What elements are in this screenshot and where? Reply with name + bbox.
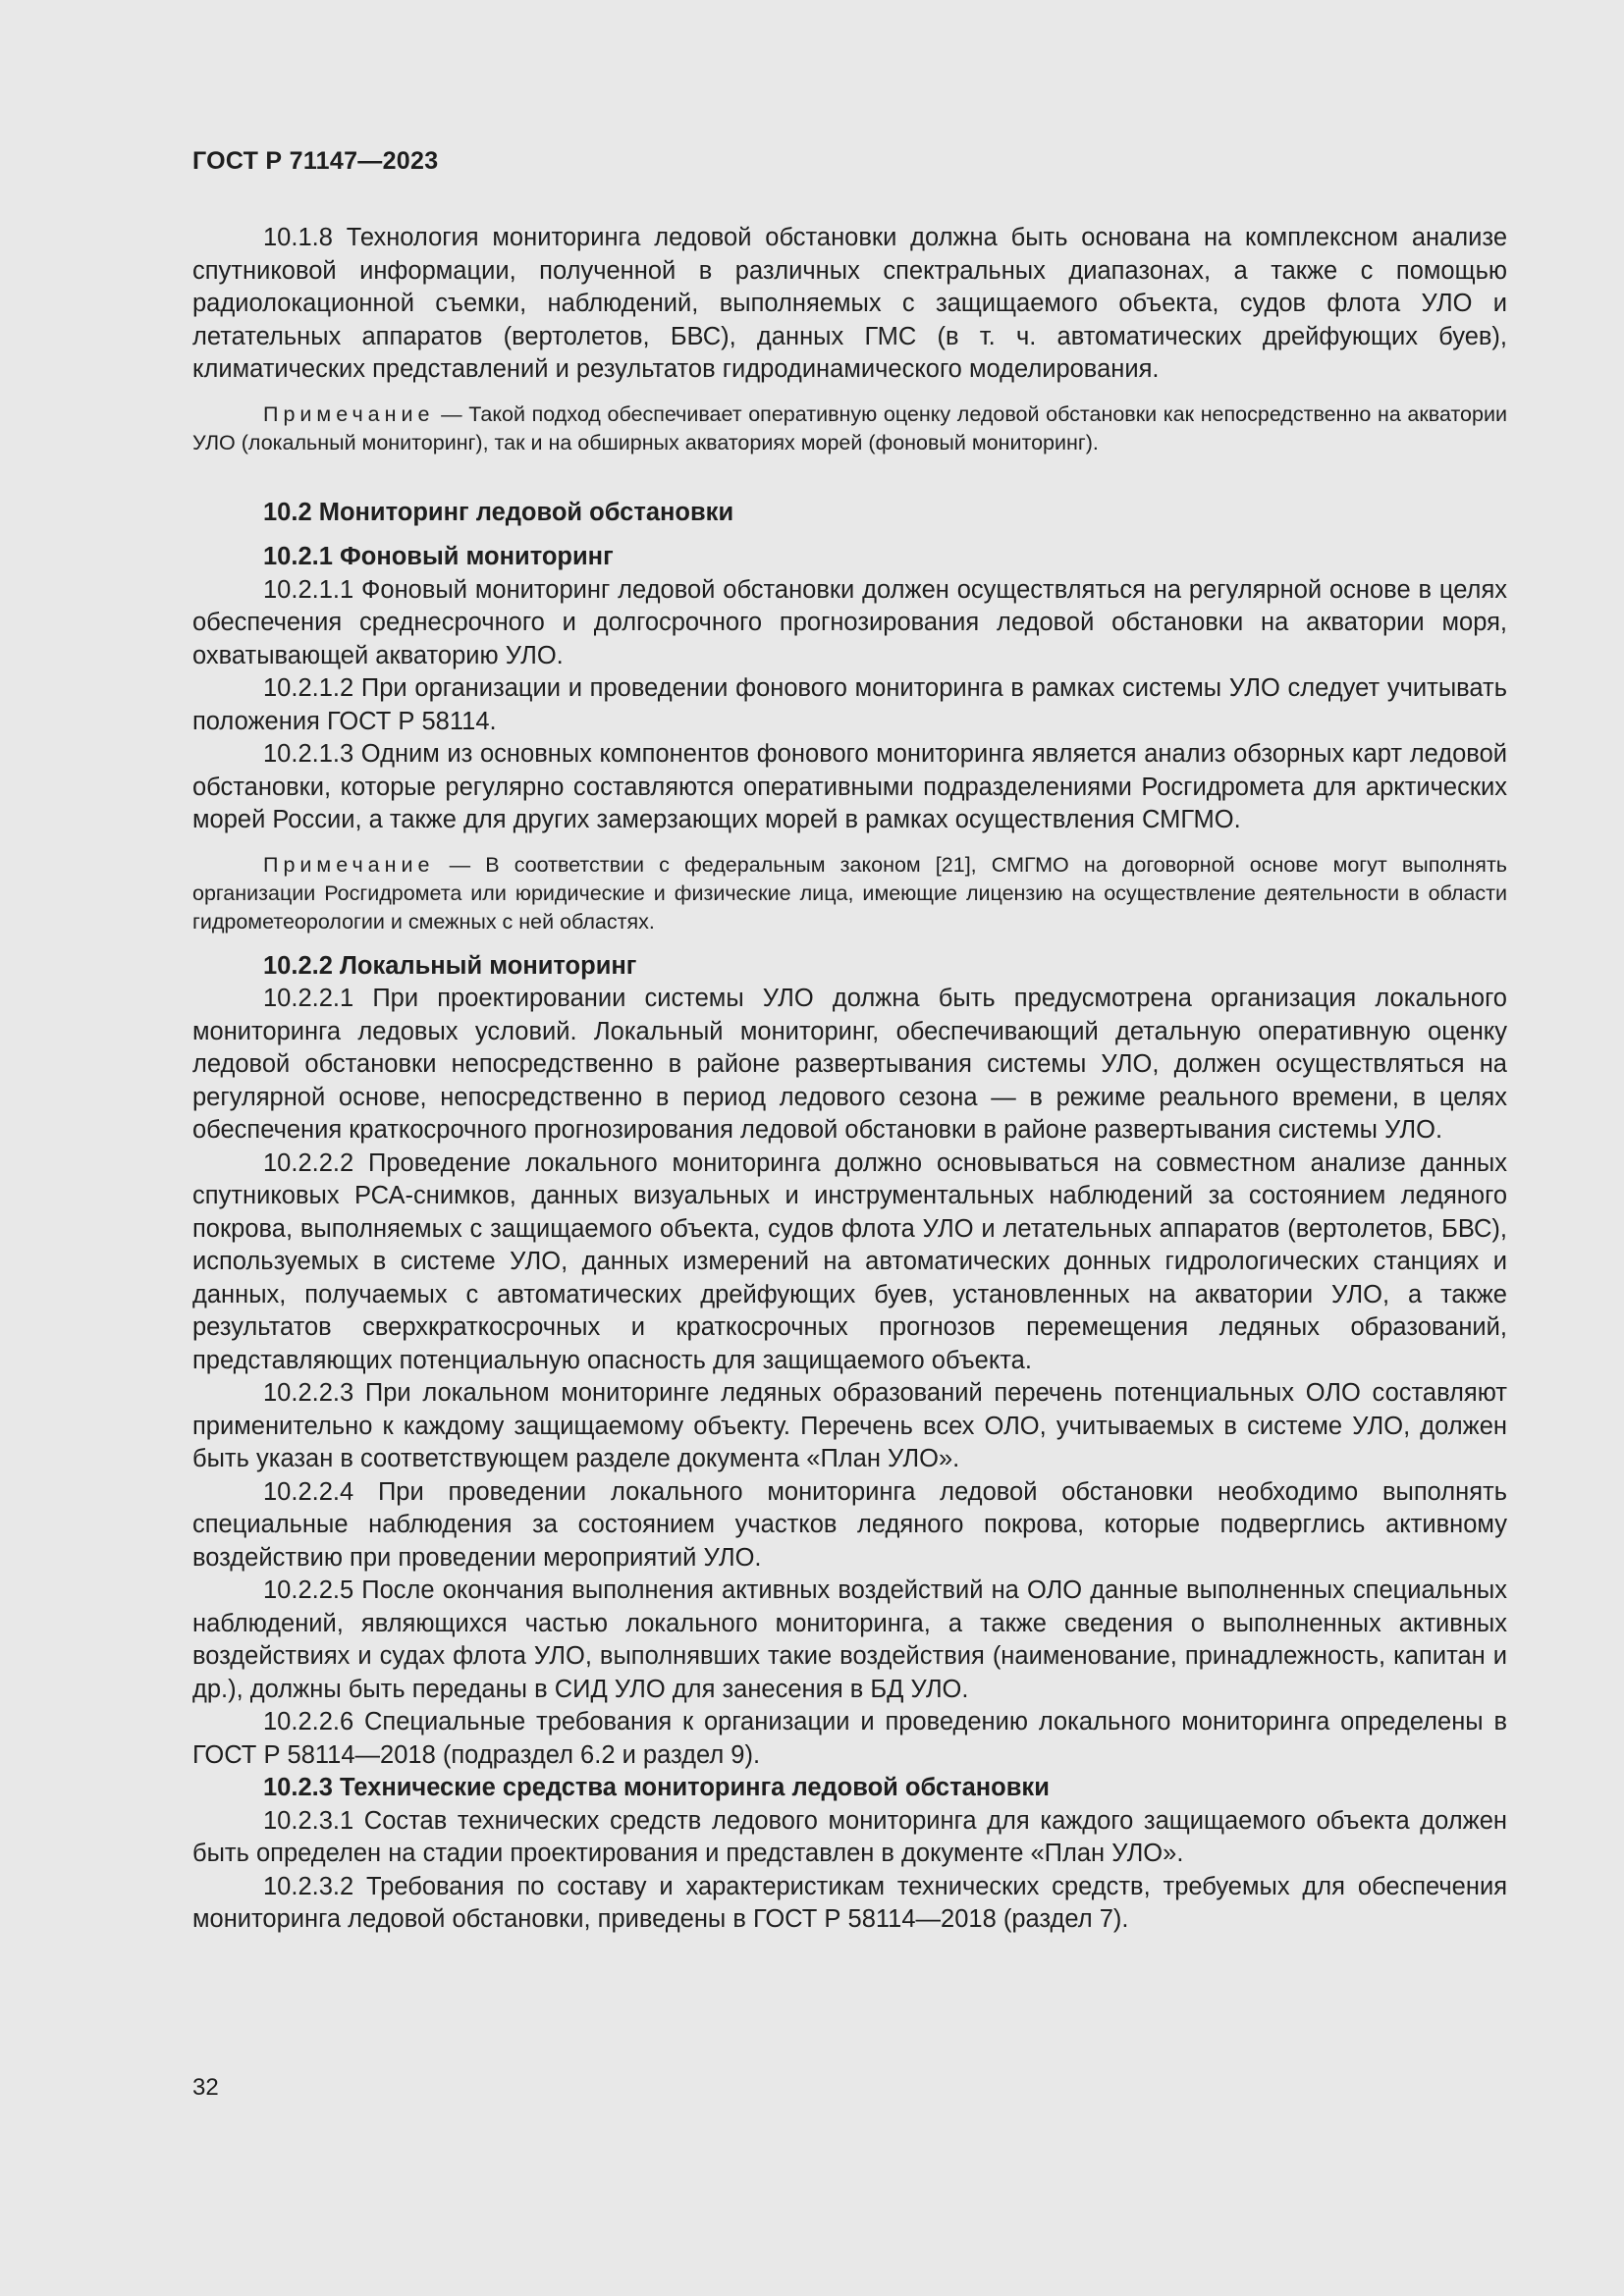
- clause-10-2-1-2: 10.2.1.2 При организации и проведении фонового мониторинга в рамках системы УЛО следует учитывать положения ГОСТ Р 58114.: [192, 674, 1507, 735]
- section-heading-10-2: 10.2 Мониторинг ледовой обстановки: [263, 498, 734, 526]
- subsection-heading-10-2-3: 10.2.3 Технические средства мониторинга ледовой обстановки: [263, 1774, 1050, 1801]
- note-text: — В соответствии с федеральным законом [21], СМГМО на договорной основе могут выполнять организации Росгидромета или юридические и физические лица, имеющие лицензию на осуществление деятельности в области гидрометеорологии и смежных с ней областях.: [192, 852, 1507, 934]
- page-number: 32: [192, 2074, 219, 2101]
- note-text: — Такой подход обеспечивает оперативную оценку ледовой обстановки как непосредственно на акватории УЛО (локальный мониторинг), так и на обширных акваториях морей (фоновый мониторинг).: [192, 401, 1507, 454]
- note-label: Примечание: [263, 852, 435, 877]
- clause-10-2-1-3: 10.2.1.3 Одним из основных компонентов фонового мониторинга является анализ обзорных карт ледовой обстановки, которые регулярно составляются оперативными подразделениями Росгидромета для арктических морей России, а также для других замерзающих морей в рамках осуществления СМГМО.: [192, 740, 1507, 833]
- subsection-heading-10-2-2: 10.2.2 Локальный мониторинг: [263, 951, 637, 980]
- clause-10-2-1-1: 10.2.1.1 Фоновый мониторинг ледовой обстановки должен осуществляться на регулярной основе в целях обеспечения среднесрочного и долгосрочного прогнозирования ледовой обстановки на акватории моря, охватывающей акваторию УЛО.: [192, 575, 1507, 669]
- clause-10-2-2-2: 10.2.2.2 Проведение локального мониторинга должно основываться на совместном анализе данных спутниковых РСА-снимков, данных визуальных и инструментальных наблюдений за состоянием ледяного покрова, выполняемых с защищаемого объекта, судов флота УЛО и летательных аппаратов (вертолетов, БВС), используемых в системе УЛО, данных измерений на автоматических донных гидрологических станциях и данных, получаемых с автоматических дрейфующих буев, установленных на акватории УЛО, а также результатов сверхкраткосрочных и краткосрочных прогнозов перемещения ледяных образований, представляющих потенциальную опасность для защищаемого объекта.: [192, 1148, 1507, 1374]
- document-code-header: ГОСТ Р 71147—2023: [192, 147, 439, 175]
- clause-10-2-2-3: 10.2.2.3 При локальном мониторинге ледяных образований перечень потенциальных ОЛО составляют применительно к каждому защищаемому объекту. Перечень всех ОЛО, учитываемых в системе УЛО, должен быть указан в соответствующем разделе документа «План УЛО».: [192, 1379, 1507, 1472]
- clause-10-2-3-2: 10.2.3.2 Требования по составу и характеристикам технических средств, требуемых для обеспечения мониторинга ледовой обстановки, приведены в ГОСТ Р 58114—2018 (раздел 7).: [192, 1872, 1507, 1933]
- subsection-heading-10-2-1: 10.2.1 Фоновый мониторинг: [263, 543, 614, 570]
- clause-10-2-2-4: 10.2.2.4 При проведении локального мониторинга ледовой обстановки необходимо выполнять специальные наблюдения за состоянием участков ледяного покрова, которые подверглись активному воздействию при проведении мероприятий УЛО.: [192, 1477, 1507, 1572]
- clause-10-2-2-6: 10.2.2.6 Специальные требования к организации и проведению локального мониторинга определены в ГОСТ Р 58114—2018 (подраздел 6.2 и раздел 9).: [192, 1708, 1507, 1769]
- note-2: [192, 851, 1507, 936]
- clause-10-2-2-1: 10.2.2.1 При проектировании системы УЛО должна быть предусмотрена организация локального мониторинга ледовых условий. Локальный мониторинг, обеспечивающий детальную оперативную оценку ледовой обстановки непосредственно в районе развертывания системы УЛО, должен осуществляться на регулярной основе, непосредственно в период ледового сезона — в режиме реального времени, в целях обеспечения краткосрочного прогнозирования ледовой обстановки в районе развертывания системы УЛО.: [192, 985, 1507, 1144]
- note-label: Примечание: [263, 401, 435, 426]
- clause-10-2-3-1: 10.2.3.1 Состав технических средств ледового мониторинга для каждого защищаемого объекта должен быть определен на стадии проектирования и представлен в документе «План УЛО».: [192, 1806, 1507, 1867]
- clause-10-1-8: 10.1.8 Технология мониторинга ледовой обстановки должна быть основана на комплексном анализе спутниковой информации, полученной в различных спектральных диапазонах, а также с помощью радиолокационной съемки, наблюдений, выполняемых с защищаемого объекта, судов флота УЛО и летательных аппаратов (вертолетов, БВС), данных ГМС (в т. ч. автоматических дрейфующих буев), климатических представлений и результатов гидродинамического моделирования.: [192, 224, 1507, 383]
- note-1: [192, 400, 1507, 457]
- page-content: [192, 222, 1507, 1937]
- clause-10-2-2-5: 10.2.2.5 После окончания выполнения активных воздействий на ОЛО данные выполненных специальных наблюдений, являющихся частью локального мониторинга, а также сведения о выполненных активных воздействиях и судах флота УЛО, выполнявших такие воздействия (наименование, принадлежность, капитан и др.), должны быть переданы в СИД УЛО для занесения в БД УЛО.: [192, 1576, 1507, 1703]
